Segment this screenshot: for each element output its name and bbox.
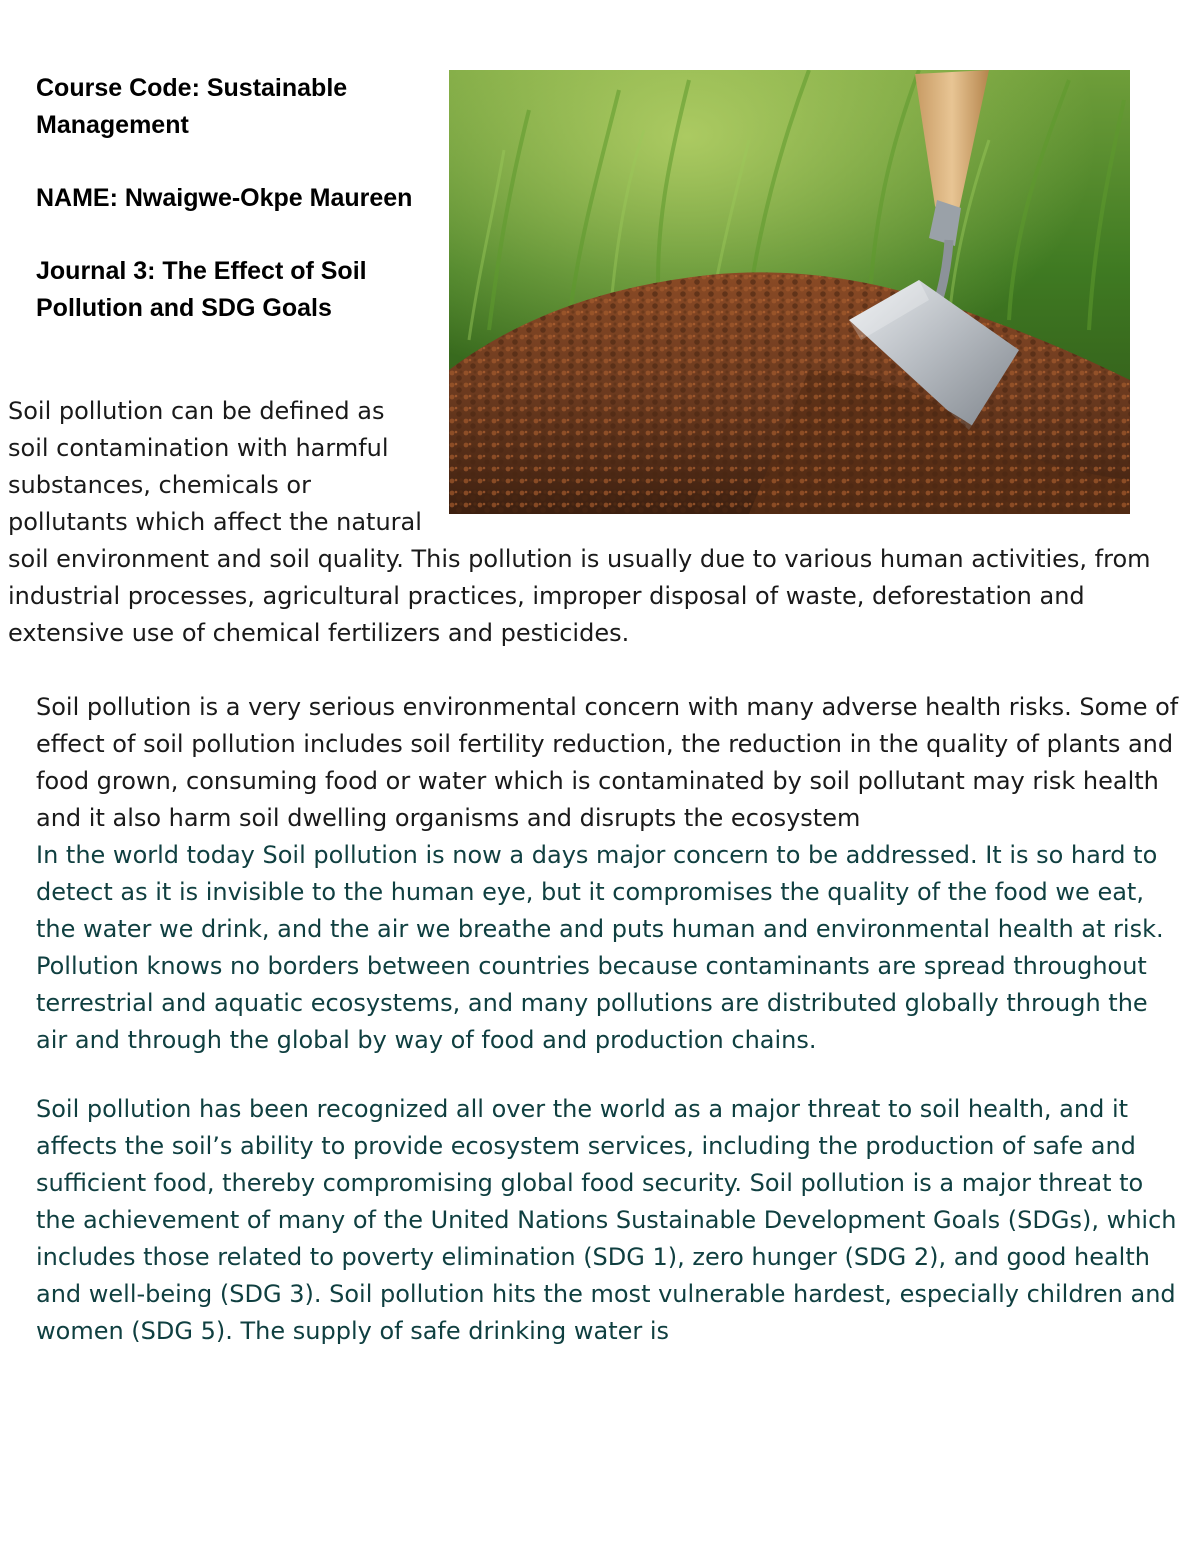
sdg-paragraph: Soil pollution has been recognized all over the world as a major threat to soil health, and it affects the soil’s ability to provide ecosystem services, including the production of safe and sufficient food, thereby compromising global food security. Soil pollution is a major threat to the achievement of many of the United Nations Sustainable Development Goals (SDGs), which includes those related to poverty elimination (SDG 1), zero hunger (SDG 2), and good health and well-being (SDG 3). Soil pollution hits the most vulnerable hardest, especially children and women (SDG 5). The supply of safe drinking water is bbox=[36, 1095, 1177, 1345]
effects-paragraph: Soil pollution is a very serious environmental concern with many adverse health risks. Some of effect of soil pollution includes soil fertility reduction, the reduction in the quality of plants and food grown, consuming food or water which is contaminated by soil pollutant may risk health and it also harm soil dwelling organisms and disrupts the ecosystem bbox=[36, 693, 1179, 832]
world-paragraph: In the world today Soil pollution is now a days major concern to be addressed. It is so hard to detect as it is invisible to the human eye, but it compromises the quality of the food we eat, the water we drink, and the air we breathe and puts human and environmental health at risk. Pollution knows no borders between countries because contaminants are spread throughout terrestrial and aquatic ecosystems, and many pollutions are distributed globally through the air and through the global by way of food and production chains. bbox=[36, 841, 1164, 1054]
intro-paragraph: Soil pollution can be defined as soil contamination with harmful substances, chemicals or pollutants which affect the natural soil environment and soil quality. This pollution is usually due to various human activities, from industrial processes, agricultural practices, improper disposal of waste, deforestation and extensive use of chemical fertilizers and pesticides. bbox=[8, 397, 1151, 647]
student-name: NAME: Nwaigwe-Okpe Maureen bbox=[36, 184, 413, 212]
intro-paragraph-wrap bbox=[8, 393, 1188, 652]
body-text bbox=[36, 689, 1186, 1350]
photo-float-spacer bbox=[426, 393, 1188, 523]
journal-title: Journal 3: The Effect of Soil Pollution and SDG Goals bbox=[36, 257, 367, 322]
header-block bbox=[36, 70, 426, 327]
course-code: Course Code: Sustainable Management bbox=[36, 74, 348, 139]
paragraph-gap bbox=[36, 1059, 1186, 1091]
